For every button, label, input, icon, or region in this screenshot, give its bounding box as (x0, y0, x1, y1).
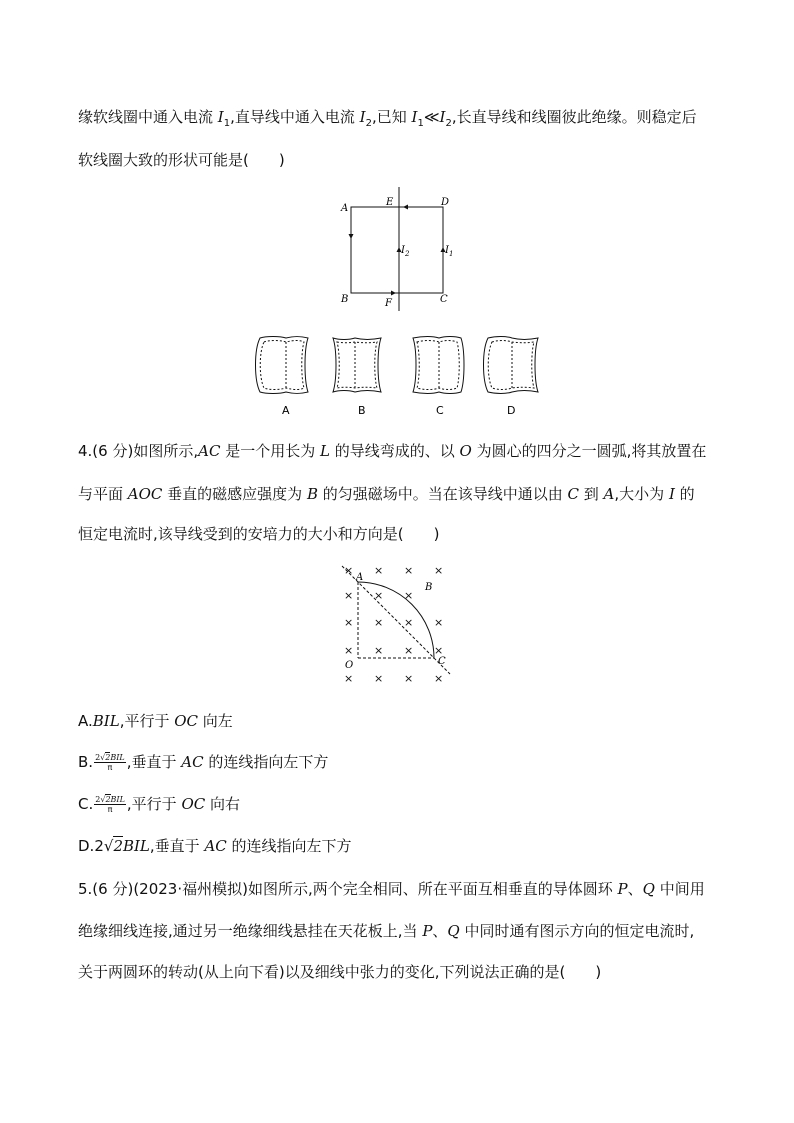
label-f: F (385, 298, 392, 309)
current-symbol: I (439, 108, 446, 126)
arrow-icon (349, 234, 354, 239)
segment-symbol: OC (181, 795, 206, 813)
q5-text-line-1 (78, 879, 705, 899)
choice-text: ,平行于 (126, 795, 182, 813)
svg-text:×: × (344, 616, 354, 629)
label-i2: $I_2$ (401, 245, 410, 258)
option-a-shape (256, 337, 309, 394)
svg-text:×: × (404, 672, 414, 685)
subscript: 2 (445, 118, 452, 129)
arrow-icon (391, 291, 396, 296)
q4-choice-c (78, 794, 240, 814)
choice-label: A. (78, 712, 93, 730)
q3-options-figure (250, 330, 550, 422)
symbol-l: L (319, 442, 330, 460)
q5-text-segment: 绝缘细线连接,通过另一绝缘细线悬挂在天花板上,当 (78, 922, 423, 940)
option-d-label: D (507, 404, 516, 417)
symbol-i: I (668, 485, 675, 503)
q3-text-segment: ,直导线中通入电流 (230, 108, 360, 126)
label-e: E (386, 197, 394, 208)
symbol-c: C (567, 485, 579, 503)
subscript: 1 (223, 118, 231, 129)
subscript: 1 (417, 118, 424, 129)
q4-text-segment: 与平面 (78, 485, 128, 503)
choice-text: ,垂直于 (126, 753, 182, 771)
label-a: A (356, 572, 364, 583)
segment-symbol: AC (204, 837, 227, 855)
coefficient: 2 (94, 837, 104, 855)
q3-text-line-2: 软线圈大致的形状可能是( ) (78, 151, 285, 169)
svg-text:×: × (434, 672, 444, 685)
q5-text-line-3: 关于两圆环的转动(从上向下看)以及细线中张力的变化,下列说法正确的是( ) (78, 963, 602, 981)
choice-text: ,平行于 (119, 712, 175, 730)
option-a-label: A (282, 404, 290, 417)
choice-label: B. (78, 753, 94, 771)
current-symbol: I (217, 108, 224, 126)
svg-text:×: × (434, 644, 444, 657)
symbol-o: O (459, 442, 472, 460)
label-c: C (440, 294, 448, 305)
q4-text-segment: 是一个用长为 (220, 442, 320, 460)
svg-text:×: × (374, 672, 384, 685)
option-c-shape (413, 337, 464, 394)
option-b-shape (333, 338, 381, 392)
coil-square (351, 207, 443, 293)
q5-text-segment: 中同时通有图示方向的恒定电流时, (459, 922, 695, 940)
label-d: D (441, 197, 450, 208)
q4-text-segment: 到 (579, 485, 604, 503)
symbol-ac: AC (198, 442, 221, 460)
q3-text-segment: 缘软线圈中通入电流 (78, 108, 218, 126)
svg-text:×: × (404, 564, 414, 577)
q4-text-segment: ,大小为 (614, 485, 669, 503)
q5-text-segment: 、 (627, 880, 643, 898)
choice-text: 的连线指向左下方 (203, 753, 329, 771)
current-symbol: I (359, 108, 366, 126)
choice-label: C. (78, 795, 94, 813)
q4-choice-d: D.2√2BIL,垂直于 AC 的连线指向左下方 (78, 837, 352, 855)
label-i1: $I_1$ (445, 245, 454, 258)
svg-text:×: × (374, 644, 384, 657)
label-o: O (345, 660, 354, 671)
svg-text:×: × (344, 589, 354, 602)
choice-label: D. (78, 837, 95, 855)
label-a: A (341, 203, 349, 214)
choice-text: ,垂直于 (149, 837, 205, 855)
symbol-p: P (617, 880, 628, 898)
q3-text-line-1 (78, 107, 697, 134)
q4-choice-a (78, 711, 233, 731)
choice-value: BIL (122, 837, 150, 855)
q5-text-segment: 中间用 (654, 880, 705, 898)
choice-text: 向右 (205, 795, 241, 813)
q4-text-segment: 的 (674, 485, 695, 503)
label-b: B (425, 582, 433, 593)
choice-text: 的连线指向左下方 (226, 837, 352, 855)
svg-text:×: × (434, 564, 444, 577)
q3-text-segment: ,已知 (371, 108, 412, 126)
choice-text: 向左 (198, 712, 233, 730)
q4-text-segment: 垂直的磁感应强度为 (162, 485, 307, 503)
q4-text-segment: 的匀强磁场中。当在该导线中通以由 (317, 485, 568, 503)
option-d-shape (484, 337, 539, 394)
fraction: $\frac{\text{2√2BIL}}{\pi}$ (95, 753, 125, 772)
choice-value: BIL (92, 712, 120, 730)
q4-text-line-3: 恒定电流时,该导线受到的安培力的大小和方向是( ) (78, 525, 440, 543)
q5-text-line-2 (78, 921, 694, 941)
svg-text:×: × (434, 616, 444, 629)
q4-text-segment: 为圆心的四分之一圆弧,将其放置在 (471, 442, 707, 460)
svg-text:×: × (404, 644, 414, 657)
svg-text:×: × (404, 589, 414, 602)
segment-symbol: OC (174, 712, 199, 730)
q4-text-line-2 (78, 484, 695, 504)
symbol-q: Q (642, 880, 655, 898)
svg-text:×: × (344, 672, 354, 685)
q3-text-segment: ,长直导线和线圈彼此绝缘。则稳定后 (451, 108, 697, 126)
q4-text-line-1 (78, 441, 706, 461)
svg-text:×: × (344, 644, 354, 657)
arrow-icon (403, 205, 408, 210)
svg-text:×: × (374, 616, 384, 629)
current-symbol: I (411, 108, 418, 126)
segment-symbol: AC (181, 753, 204, 771)
symbol-aoc: AOC (127, 485, 163, 503)
label-b: B (341, 294, 349, 305)
svg-text:×: × (404, 616, 414, 629)
q4-choice-b (78, 752, 328, 772)
svg-text:×: × (374, 589, 384, 602)
q4-arc-figure (336, 560, 456, 688)
option-b-label: B (358, 404, 366, 417)
q4-text-segment: 的导线弯成的、以 (329, 442, 460, 460)
q4-text-segment: 4.(6 分)如图所示, (78, 442, 199, 460)
symbol-b: B (306, 485, 318, 503)
fraction: $\frac{\text{2√2BIL}}{\pi}$ (95, 795, 125, 814)
label-c: C (438, 656, 446, 667)
q3-coil-figure (330, 185, 470, 315)
svg-text:×: × (374, 564, 384, 577)
symbol-q: Q (447, 922, 460, 940)
symbol-p: P (422, 922, 433, 940)
radicand: 2 (113, 837, 123, 855)
q5-text-segment: 5.(6 分)(2023·福州模拟)如图所示,两个完全相同、所在平面互相垂直的导体圆环 (78, 880, 618, 898)
svg-text:×: × (344, 564, 354, 577)
symbol-a: A (603, 485, 615, 503)
much-less-than-symbol: ≪ (423, 108, 440, 126)
subscript: 2 (365, 118, 372, 129)
q5-text-segment: 、 (432, 922, 448, 940)
option-c-label: C (436, 404, 444, 417)
